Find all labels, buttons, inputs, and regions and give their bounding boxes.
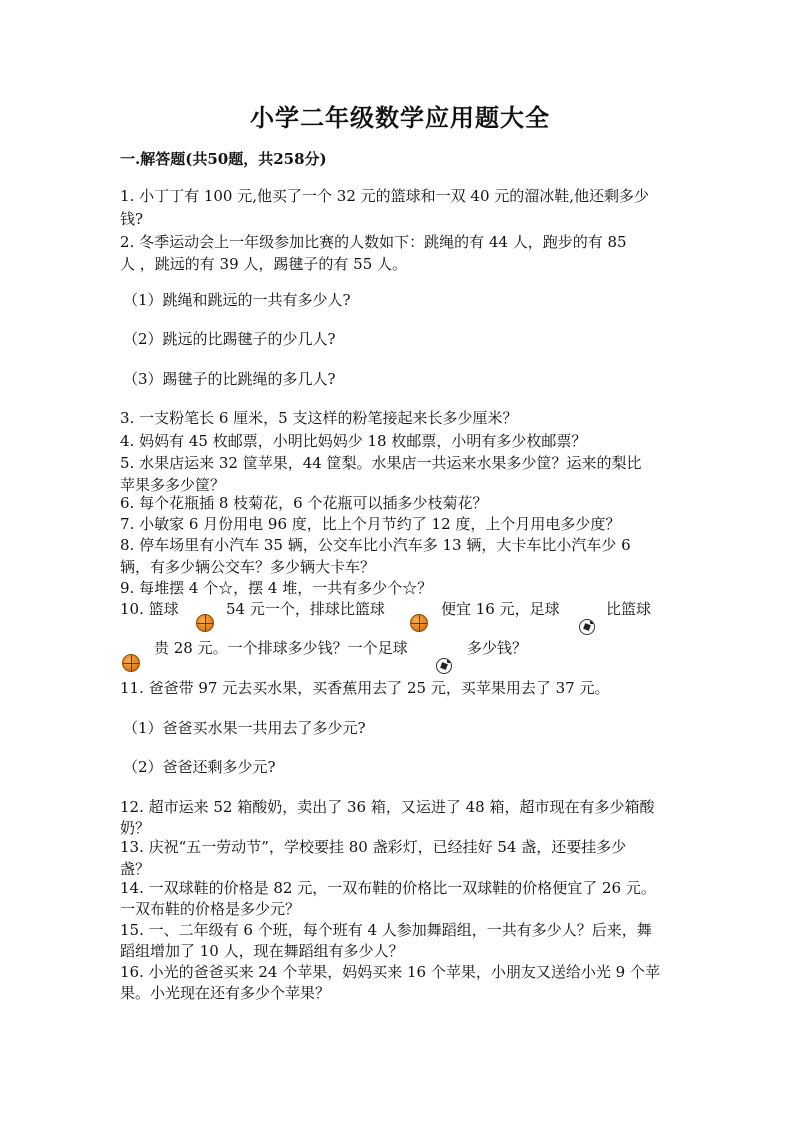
question-line: 14. 一双球鞋的价格是 82 元，一双布鞋的价格比一双球鞋的价格便宜了 26 元。 (120, 879, 656, 897)
question-line: 3. 一支粉笔长 6 厘米，5 支这样的粉笔接起来长多少厘米？ (120, 409, 518, 427)
question-line: 7. 小敏家 6 月份用电 96 度，比上个月节约了 12 度，上个月用电多少度？ (120, 515, 621, 533)
question-line: 一双布鞋的价格是多少元？ (120, 900, 301, 918)
sub-question: （2）跳远的比踢毽子的少几人? (123, 330, 336, 348)
question-line: 12. 超市运来 52 箱酸奶，卖出了 36 箱，又运进了 48 箱，超市现在有多少箱酸 (120, 798, 655, 816)
question-line: 盏？ (120, 860, 151, 878)
question-line: 15. 一、二年级有 6 个班，每个班有 4 人参加舞蹈组，一共有多少人？后来，舞 (120, 921, 652, 939)
question-line: 蹈组增加了 10 人，现在舞蹈组有多少人？ (120, 942, 404, 960)
soccer-ball-icon (579, 619, 595, 635)
q10-text: 比篮球 (606, 600, 652, 618)
q10-text: 便宜 16 元，足球 (441, 600, 560, 618)
question-line: 果。小光现在还有多少个苹果？ (120, 984, 331, 1002)
basketball-icon (122, 654, 140, 672)
question-line: 4. 妈妈有 45 枚邮票，小明比妈妈少 18 枚邮票，小明有多少枚邮票？ (120, 432, 587, 450)
sub-question: （1）爸爸买水果一共用去了多少元? (123, 719, 366, 737)
question-line: 11. 爸爸带 97 元去买水果，买香蕉用去了 25 元，买苹果用去了 37 元。 (120, 679, 610, 697)
question-line: 16. 小光的爸爸买来 24 个苹果，妈妈买来 16 个苹果，小朋友又送给小光 9 个苹 (120, 963, 660, 981)
q10-text: 10. 篮球 (120, 600, 179, 618)
question-line: 辆，有多少辆公交车？多少辆大卡车？ (120, 558, 376, 576)
q10-text: 贵 28 元。一个排球多少钱？一个足球 (154, 639, 408, 657)
q10-text: 多少钱？ (467, 639, 528, 657)
sub-question: （3）踢毽子的比跳绳的多几人? (123, 370, 336, 388)
sub-question: （1）跳绳和跳远的一共有多少人? (123, 291, 351, 309)
question-line: 2. 冬季运动会上一年级参加比赛的人数如下：跳绳的有 44 人，跑步的有 85 (120, 233, 627, 251)
q10-text: 54 元一个，排球比篮球 (226, 600, 385, 618)
question-line: 6. 每个花瓶插 8 枝菊花，6 个花瓶可以插多少枝菊花？ (120, 494, 488, 512)
basketball-icon (196, 614, 214, 632)
section-heading: 一.解答题(共50题，共258分) (120, 150, 327, 168)
question-line: 奶？ (120, 819, 151, 837)
page-title: 小学二年级数学应用题大全 (250, 103, 550, 132)
question-line: 钱? (120, 210, 144, 228)
basketball-icon (410, 614, 428, 632)
question-line: 5. 水果店运来 32 筐苹果，44 筐梨。水果店一共运来水果多少筐？运来的梨比 (120, 454, 642, 472)
question-line: 人 ，跳远的有 39 人，踢毽子的有 55 人。 (120, 255, 408, 273)
sub-question: （2）爸爸还剩多少元? (123, 758, 276, 776)
question-line: 苹果多多少筐？ (120, 476, 226, 494)
question-line: 9. 每堆摆 4 个☆，摆 4 堆，一共有多少个☆？ (120, 579, 433, 597)
soccer-ball-icon (436, 658, 452, 674)
question-line: 1. 小丁丁有 100 元,他买了一个 32 元的篮球和一双 40 元的溜冰鞋,他还剩多少 (120, 187, 650, 205)
question-line: 8. 停车场里有小汽车 35 辆，公交车比小汽车多 13 辆，大卡车比小汽车少 6 (120, 536, 631, 554)
question-line: 13. 庆祝“五一劳动节”，学校要挂 80 盏彩灯，已经挂好 54 盏，还要挂多少 (120, 838, 627, 856)
